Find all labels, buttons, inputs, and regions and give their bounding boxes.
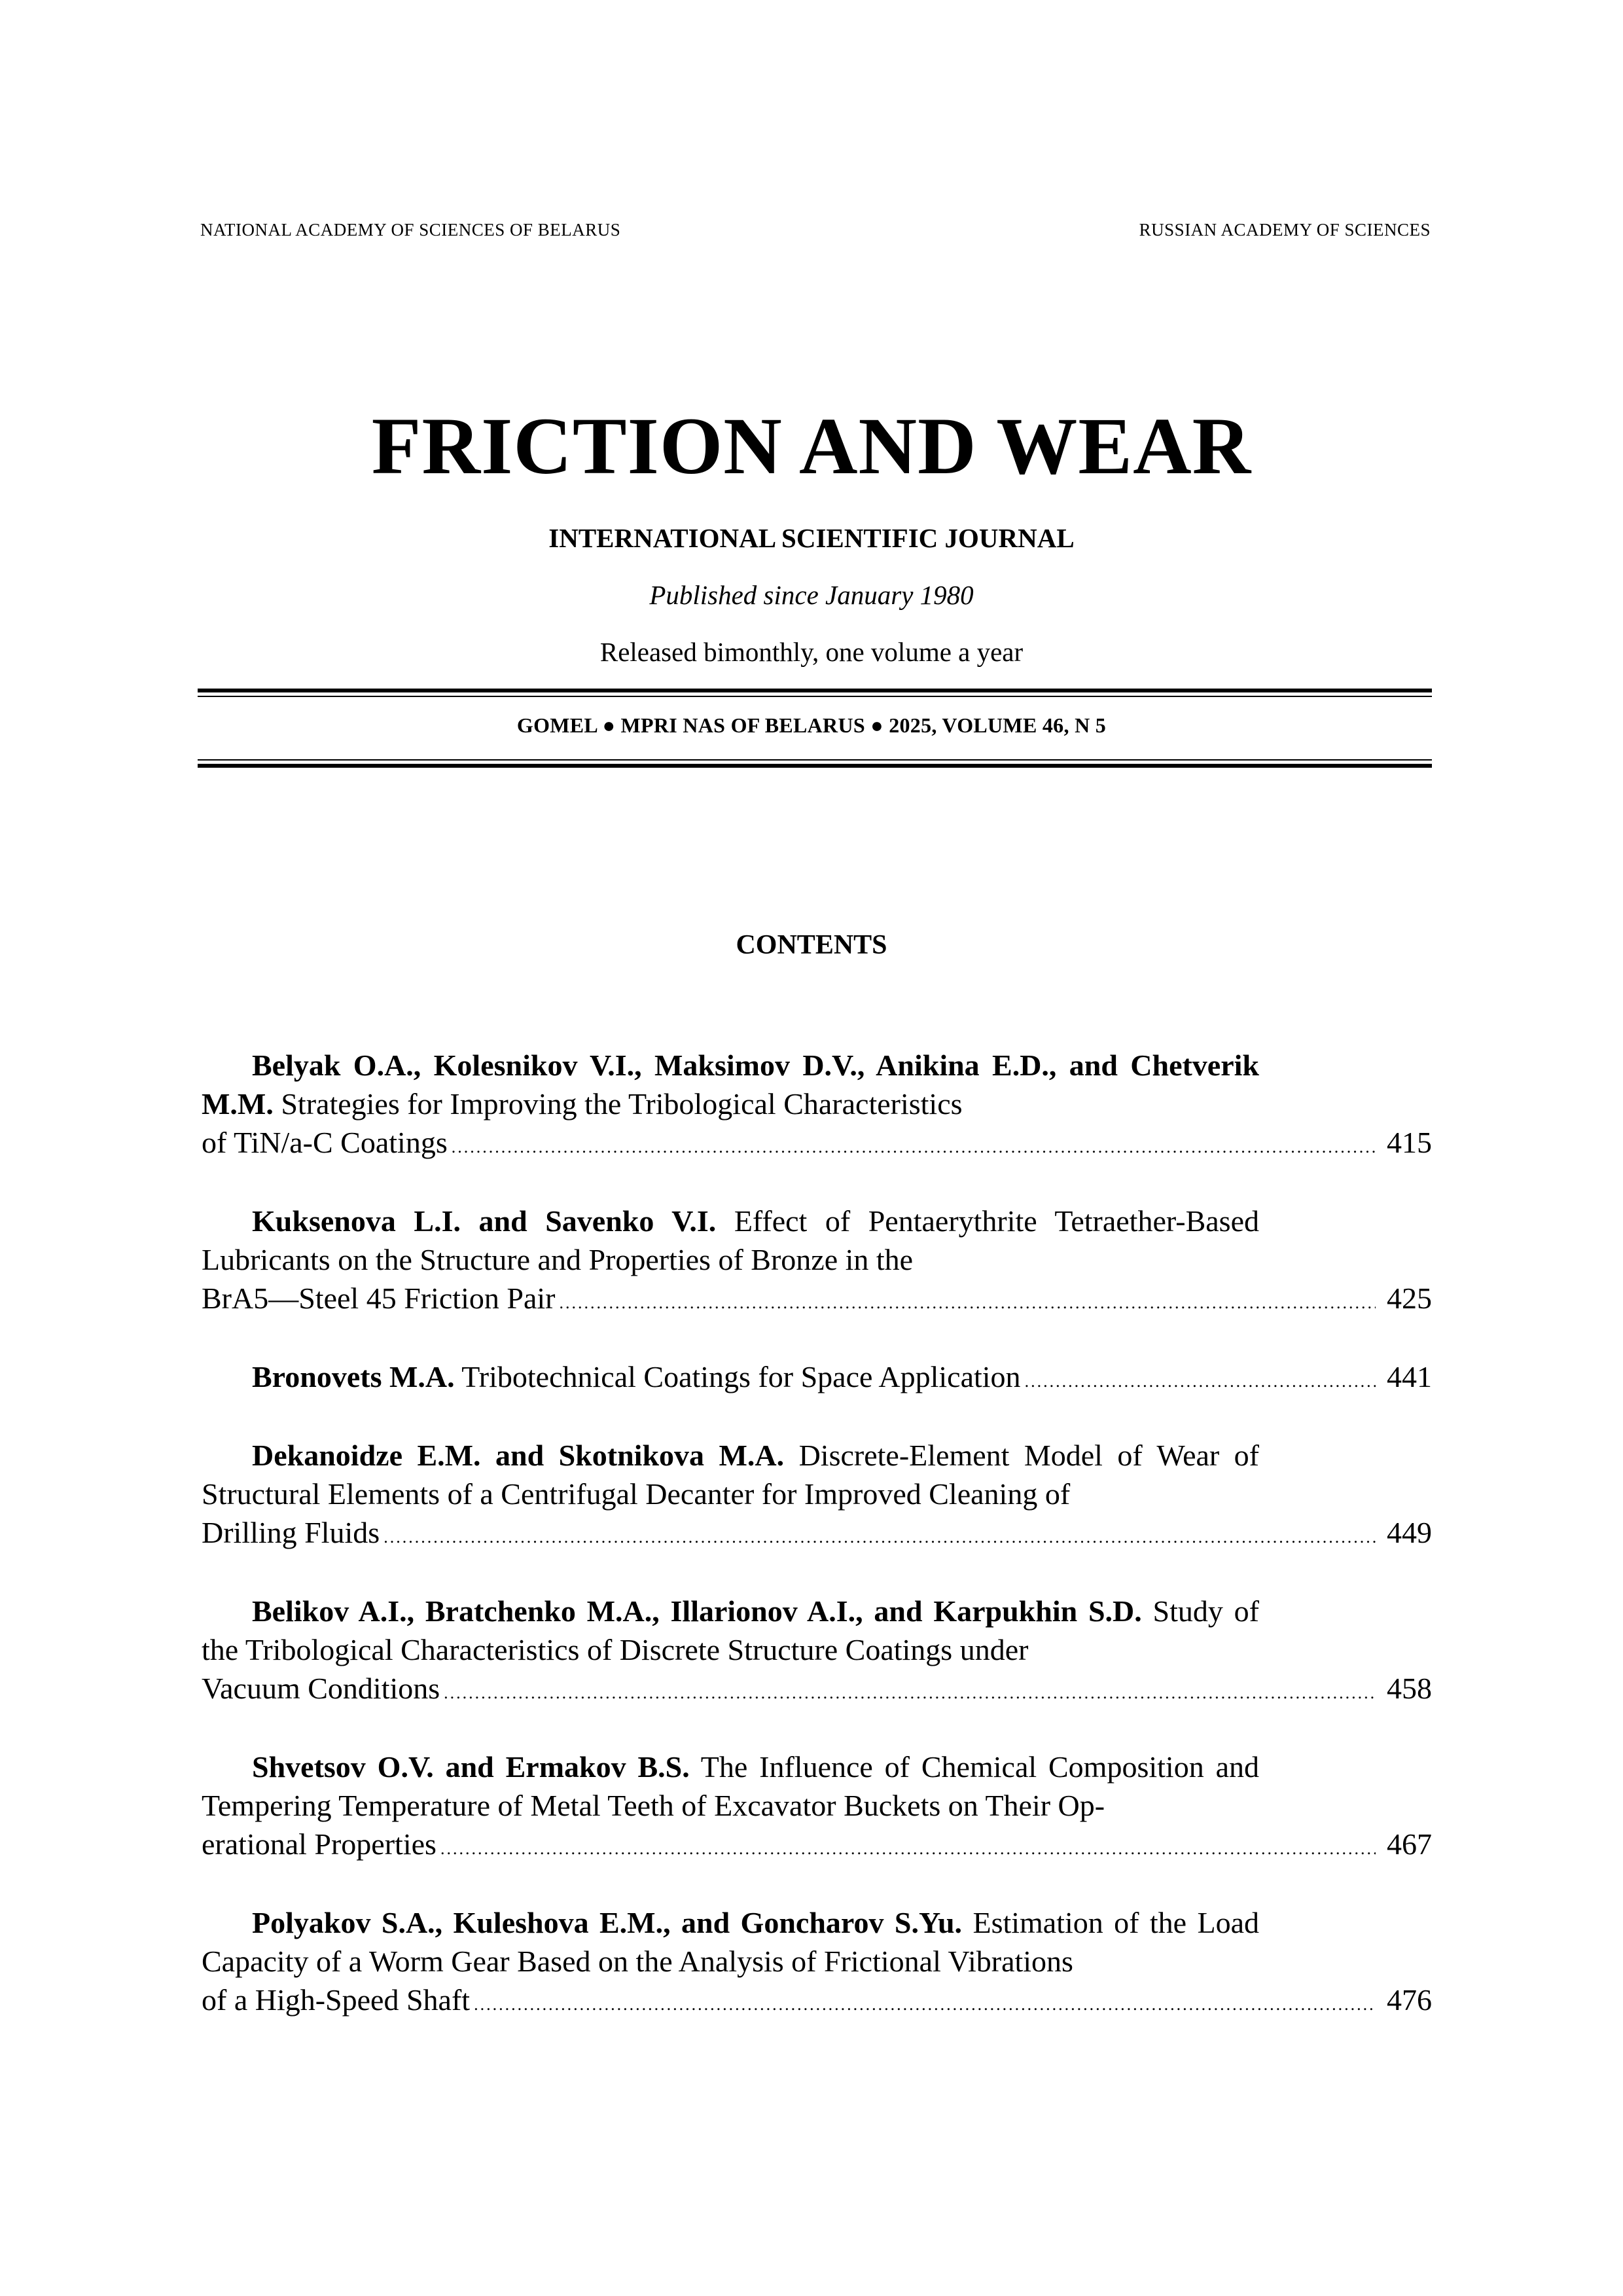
toc-authors: Bronovets M.A. [252, 1360, 455, 1393]
toc-title: Discrete-Element Model of Wear of Structural Elements of a Centrifugal Decanter for Improved Cleaning of [202, 1439, 1259, 1511]
toc-entry-body [202, 1903, 1259, 1981]
toc-entry-body [202, 1748, 1259, 1825]
toc-entry[interactable] [202, 1046, 1432, 1166]
toc-entry[interactable] [202, 1202, 1432, 1322]
toc-title: Effect of Pentaerythrite Tetraether-Based Lubricants on the Structure and Properties of Bronze in the [202, 1204, 1259, 1276]
toc-entry[interactable] [202, 1436, 1432, 1556]
toc-last-line [202, 1981, 1432, 2024]
journal-frequency: Released bimonthly, one volume a year [599, 637, 1024, 667]
toc-last-line [202, 1357, 1432, 1401]
header-left-publisher: NATIONAL ACADEMY OF SCIENCES OF BELARUS [200, 220, 621, 240]
toc-entry[interactable] [202, 1357, 1432, 1401]
toc-entry-body [202, 1436, 1259, 1513]
dot-leader [383, 1518, 1376, 1556]
toc-page-number: 458 [1387, 1672, 1432, 1705]
toc-title-end: erational Properties [202, 1827, 437, 1861]
toc-authors: Dekanoidze E.M. and Skotnikova M.A. [252, 1439, 785, 1472]
toc-page-number: 425 [1387, 1282, 1432, 1315]
toc-last-line [202, 1513, 1432, 1556]
toc-title-end [252, 1357, 1021, 1396]
toc-title: Strategies for Improving the Tribological Characteristics [281, 1087, 963, 1121]
toc-last-line [202, 1123, 1432, 1166]
toc-page-number: 441 [1387, 1360, 1432, 1393]
header-line [200, 220, 1431, 240]
dot-leader [452, 1128, 1376, 1166]
table-of-contents [202, 1046, 1432, 2059]
journal-subtitle: INTERNATIONAL SCIENTIFIC JOURNAL [548, 523, 1075, 553]
toc-entry-body [202, 1592, 1259, 1669]
toc-authors: Belyak O.A., Kolesnikov V.I., Maksimov D.V., Anikina E.D., and Chetverik M.M. [202, 1049, 1259, 1121]
dot-leader [1025, 1362, 1376, 1401]
toc-title-end: of a High-Speed Shaft [202, 1983, 471, 2017]
toc-page-number: 415 [1387, 1126, 1432, 1159]
toc-entry-body [202, 1046, 1259, 1123]
toc-title: The Influence of Chemical Composition and Tempering Temperature of Metal Teeth of Excavator Buckets on Their Op- [202, 1750, 1259, 1822]
toc-authors: Polyakov S.A., Kuleshova E.M., and Goncharov S.Yu. [252, 1906, 963, 1939]
dot-leader [440, 1829, 1376, 1868]
toc-title-end: of TiN/a-C Coatings [202, 1126, 448, 1159]
journal-title: FRICTION AND WEAR [371, 401, 1252, 491]
toc-entry[interactable] [202, 1903, 1432, 2024]
toc-last-line [202, 1279, 1432, 1322]
toc-authors: Shvetsov O.V. and Ermakov B.S. [252, 1750, 690, 1784]
contents-heading: CONTENTS [736, 930, 887, 960]
journal-imprint: GOMEL ● MPRI NAS OF BELARUS ● 2025, VOLUME 46, N 5 [516, 713, 1107, 737]
toc-title: Study of the Tribological Characteristics of Discrete Structure Coatings under [202, 1594, 1259, 1666]
toc-last-line [202, 1669, 1432, 1712]
dot-leader [444, 1674, 1376, 1712]
toc-title-end: Drilling Fluids [202, 1516, 380, 1549]
toc-title: Tribotechnical Coatings for Space Application [461, 1360, 1021, 1393]
toc-page-number: 476 [1387, 1983, 1432, 2017]
toc-authors: Kuksenova L.I. and Savenko V.I. [252, 1204, 717, 1238]
double-rule-top [198, 689, 1432, 697]
header-right-publisher: RUSSIAN ACADEMY OF SCIENCES [1139, 220, 1431, 240]
dot-leader [474, 1985, 1376, 2024]
toc-authors: Belikov A.I., Bratchenko M.A., Illarionov A.I., and Karpukhin S.D. [252, 1594, 1142, 1628]
toc-page-number: 467 [1387, 1827, 1432, 1861]
toc-page-number: 449 [1387, 1516, 1432, 1549]
toc-title: Estimation of the Load Capacity of a Worm Gear Based on the Analysis of Frictional Vibrations [202, 1906, 1260, 1978]
journal-since: Published since January 1980 [649, 580, 974, 610]
toc-entry[interactable] [202, 1592, 1432, 1712]
toc-title-end: BrA5—Steel 45 Friction Pair [202, 1282, 556, 1315]
double-rule-bottom [198, 759, 1432, 768]
toc-entry[interactable] [202, 1748, 1432, 1868]
toc-last-line [202, 1825, 1432, 1868]
dot-leader [559, 1283, 1376, 1322]
toc-entry-body [202, 1202, 1259, 1279]
toc-title-end: Vacuum Conditions [202, 1672, 440, 1705]
